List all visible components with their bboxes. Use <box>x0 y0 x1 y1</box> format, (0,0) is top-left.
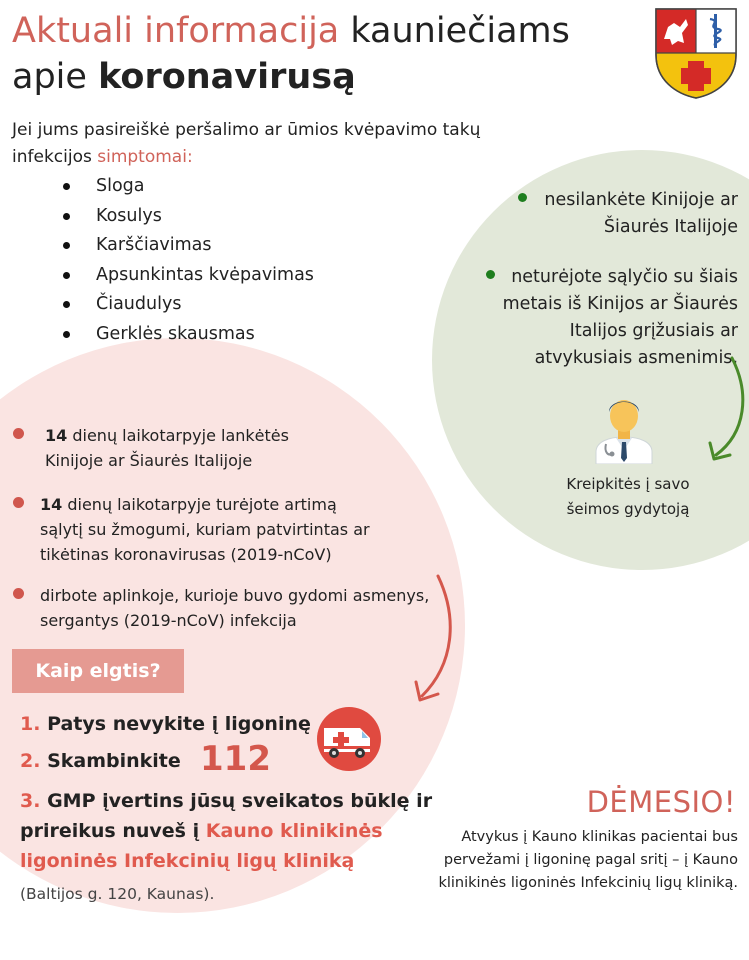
red-item-line: Kinijoje ar Šiaurės Italijoje <box>45 451 253 470</box>
attention-line: pervežami į ligoninę pagal sritį – į Kauno <box>443 852 738 868</box>
red-item-3 <box>40 583 440 633</box>
green-item-1-line: nesilankėte Kinijoje ar <box>544 190 738 210</box>
bullet-dot <box>13 497 24 508</box>
doctor-icon <box>594 392 654 464</box>
red-item-line: tikėtinas koronavirusas (2019-nCoV) <box>40 545 332 564</box>
step-number: 2. <box>20 750 41 772</box>
step-number: 3. <box>20 790 41 812</box>
red-item-line: sergantys (2019-nCoV) infekcija <box>40 611 297 630</box>
attention-line: klinikinės ligoninės Infekcinių ligų kliniką. <box>438 875 738 891</box>
step-text: prireikus nuveš į <box>20 820 206 842</box>
step-text: Patys nevykite į ligoninę <box>40 713 311 735</box>
list-item: Karščiavimas <box>60 231 314 261</box>
red-item-line: dienų laikotarpyje lankėtės <box>67 426 289 445</box>
list-item: Gerklės skausmas <box>60 320 314 350</box>
clinic-address: (Baltijos g. 120, Kaunas). <box>20 885 215 903</box>
list-item: Sloga <box>60 172 314 202</box>
intro-line-2-highlight: simptomai: <box>97 147 193 167</box>
curved-arrow-icon <box>700 355 749 465</box>
list-item: Čiaudulys <box>60 290 314 320</box>
doctor-caption <box>548 472 708 522</box>
step-text: GMP įvertins jūsų sveikatos būklę ir <box>40 790 433 812</box>
red-item-bold: 14 <box>45 426 68 445</box>
green-item-2-line: neturėjote sąlyčio su šiais <box>511 267 738 287</box>
green-item-1-line: Šiaurės Italijoje <box>603 217 738 237</box>
list-item: Kosulys <box>60 202 314 232</box>
red-item-bold: 14 <box>40 495 63 514</box>
title-prefix: apie <box>12 57 99 97</box>
coat-of-arms-icon <box>652 5 740 100</box>
step-text: Skambinkite <box>40 750 181 772</box>
red-item-1 <box>45 423 405 473</box>
step-2 <box>20 746 181 776</box>
attention-text <box>424 826 738 895</box>
doctor-caption-line: Kreipkitės į savo <box>566 475 690 493</box>
green-item-2-line: Italijos grįžusiais ar <box>569 321 738 341</box>
clinic-name: Kauno klinikinės <box>205 820 383 842</box>
green-item-2-line: atvykusiais asmenimis, <box>534 348 738 368</box>
curved-arrow-icon <box>408 572 456 704</box>
title-rest: kauniečiams <box>339 11 570 51</box>
red-item-line: dirbote aplinkoje, kurioje buvo gydomi asmenys, <box>40 586 430 605</box>
symptoms-list <box>60 172 314 350</box>
bullet-dot <box>13 588 24 599</box>
bullet-dot <box>13 428 24 439</box>
attention-line: Atvykus į Kauno klinikas pacientai bus <box>461 829 738 845</box>
title-bold: koronavirusą <box>98 57 356 97</box>
green-item-2-line: metais iš Kinijos ar Šiaurės <box>502 294 738 314</box>
emergency-phone-number: 112 <box>200 739 271 779</box>
red-item-line: sąlytį su žmogumi, kuriam patvirtintas ar <box>40 520 370 539</box>
red-item-line: dienų laikotarpyje turėjote artimą <box>62 495 337 514</box>
step-number: 1. <box>20 713 41 735</box>
ambulance-icon <box>312 706 386 772</box>
intro-line-1: Jei jums pasireiškė peršalimo ar ūmios kvėpavimo takų <box>12 120 481 140</box>
step-3 <box>20 786 440 876</box>
clinic-name: ligoninės Infekcinių ligų kliniką <box>20 850 355 872</box>
title-highlight: Aktuali informacija <box>12 11 340 51</box>
red-item-2 <box>40 492 420 567</box>
intro-line-2-prefix: infekcijos <box>12 147 98 167</box>
page-title <box>12 8 570 100</box>
intro-text <box>12 117 512 171</box>
step-1 <box>20 709 311 739</box>
doctor-caption-line: šeimos gydytoją <box>566 500 690 518</box>
list-item: Apsunkintas kvėpavimas <box>60 261 314 291</box>
attention-title: DĖMESIO! <box>586 785 736 819</box>
how-to-behave-label: Kaip elgtis? <box>12 649 184 693</box>
green-item-1 <box>520 187 738 241</box>
